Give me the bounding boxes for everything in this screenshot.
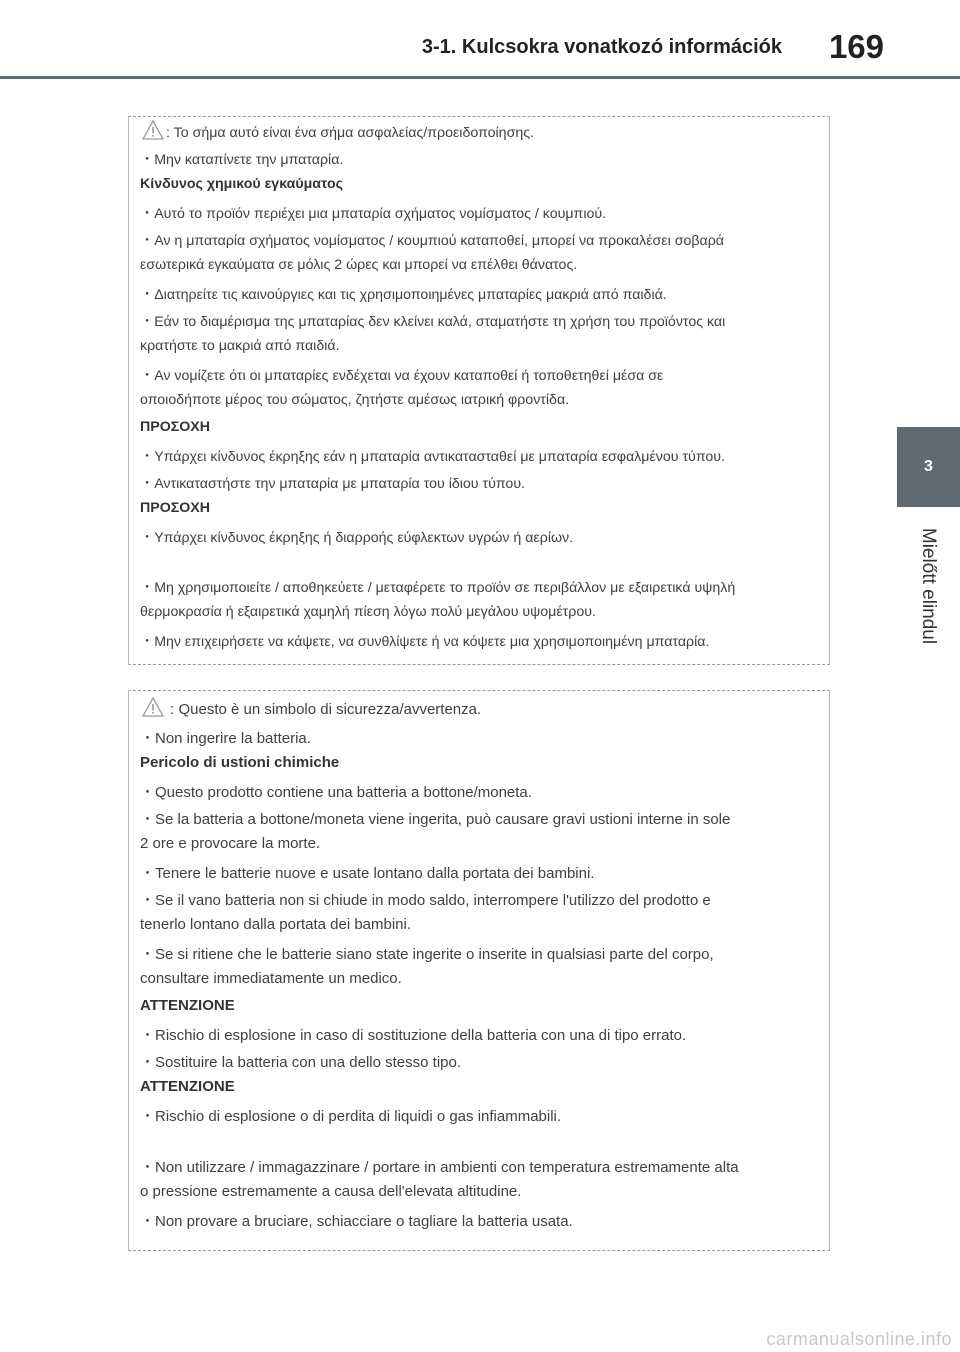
chapter-label: Mielőtt elindul [918, 527, 939, 645]
caution-heading: ATTENZIONE [140, 1078, 235, 1095]
bullet-line: ・Non ingerire la batteria. [140, 730, 311, 747]
page-number: 169 [828, 28, 884, 65]
bullet-line: ・Se la batteria a bottone/moneta viene ingerita, può causare gravi ustioni interne in sole [140, 811, 731, 828]
bullet-line: ・Μην επιχειρήσετε να κάψετε, να συνθλίψετε ή να κόψετε μια χρησιμοποιημένη μπαταρία. [140, 634, 710, 650]
box-border-right [829, 690, 830, 1251]
caution-heading: ATTENZIONE [140, 997, 235, 1014]
section-heading: Κίνδυνος χημικού εγκαύματος [140, 176, 344, 192]
bullet-line: ・Rischio di esplosione in caso di sostituzione della batteria con una di tipo errato. [140, 1027, 687, 1044]
text-line: consultare immediatamente un medico. [140, 970, 402, 987]
italian-warning-box [128, 690, 830, 1251]
box-border-top [128, 690, 830, 691]
chapter-number: 3 [924, 458, 933, 475]
warning-line [142, 120, 534, 144]
text-line: κρατήστε το μακριά από παιδιά. [140, 338, 340, 354]
text-line: εσωτερικά εγκαύματα σε μόλις 2 ώρες και μπορεί να επέλθει θάνατος. [140, 257, 578, 273]
warning-triangle-icon [142, 120, 164, 144]
box-border-bottom [128, 1250, 830, 1251]
bullet-line: ・Διατηρείτε τις καινούργιες και τις χρησιμοποιημένες μπαταρίες μακριά από παιδιά. [140, 287, 667, 303]
section-heading: Pericolo di ustioni chimiche [140, 754, 340, 771]
box-border-left [128, 690, 129, 1251]
bullet-line: ・Se si ritiene che le batterie siano state ingerite o inserite in qualsiasi parte del corpo, [140, 946, 714, 963]
bullet-line: ・Εάν το διαμέρισμα της μπαταρίας δεν κλείνει καλά, σταματήστε τη χρήση του προϊόντος και [140, 314, 726, 330]
bullet-line: ・Αν η μπαταρία σχήματος νομίσματος / κουμπιού καταποθεί, μπορεί να προκαλέσει σοβαρά [140, 233, 724, 249]
bullet-line: ・Αυτό το προϊόν περιέχει μια μπαταρία σχήματος νομίσματος / κουμπιού. [140, 206, 607, 222]
text-line: θερμοκρασία ή εξαιρετικά χαμηλή πίεση λόγω πολύ μεγάλου υψομέτρου. [140, 604, 596, 620]
caution-heading: ΠΡΟΣΟΧΗ [140, 419, 211, 435]
bullet-line: ・Αντικαταστήστε την μπαταρία με μπαταρία του ίδιου τύπου. [140, 476, 526, 492]
bullet-line: ・Questo prodotto contiene una batteria a bottone/moneta. [140, 784, 532, 801]
text-line: o pressione estremamente a causa dell'elevata altitudine. [140, 1183, 522, 1200]
box-border-bottom [128, 664, 830, 665]
bullet-line: ・Υπάρχει κίνδυνος έκρηξης εάν η μπαταρία αντικατασταθεί με μπαταρία εσφαλμένου τύπου. [140, 449, 725, 465]
bullet-line: ・Μη χρησιμοποιείτε / αποθηκεύετε / μεταφέρετε το προϊόν σε περιβάλλον με εξαιρετικά υψηλή [140, 580, 736, 596]
box-border-right [829, 116, 830, 665]
warning-statement: : Το σήμα αυτό είναι ένα σήμα ασφαλείας/προειδοποίησης. [166, 125, 534, 141]
bullet-line: ・Αν νομίζετε ότι οι μπαταρίες ενδέχεται να έχουν καταποθεί ή τοποθετηθεί μέσα σε [140, 368, 664, 384]
bullet-line: ・Υπάρχει κίνδυνος έκρηξης ή διαρροής εύφλεκτων υγρών ή αερίων. [140, 530, 574, 546]
watermark: carmanualsonline.info [766, 1329, 952, 1349]
box-border-top [128, 116, 830, 117]
bullet-line: ・Μην καταπίνετε την μπαταρία. [140, 152, 344, 168]
greek-warning-box [128, 116, 830, 665]
text-line: tenerlo lontano dalla portata dei bambini. [140, 916, 412, 933]
section-title: 3-1. Kulcsokra vonatkozó információk [421, 36, 782, 58]
warning-line [142, 697, 481, 721]
bullet-line: ・Tenere le batterie nuove e usate lontano dalla portata dei bambini. [140, 865, 595, 882]
text-line: οποιοδήποτε μέρος του σώματος, ζητήστε αμέσως ιατρική φροντίδα. [140, 392, 570, 408]
header-rule [0, 76, 960, 79]
bullet-line: ・Se il vano batteria non si chiude in modo saldo, interrompere l'utilizzo del prodotto e [140, 892, 711, 909]
caution-heading: ΠΡΟΣΟΧΗ [140, 500, 211, 516]
text-line: 2 ore e provocare la morte. [140, 835, 321, 852]
warning-triangle-icon [142, 697, 164, 721]
bullet-line: ・Non provare a bruciare, schiacciare o tagliare la batteria usata. [140, 1213, 573, 1230]
bullet-line: ・Rischio di esplosione o di perdita di liquidi o gas infiammabili. [140, 1108, 562, 1125]
bullet-line: ・Non utilizzare / immagazzinare / portare in ambienti con temperatura estremamente alta [140, 1159, 739, 1176]
box-border-left [128, 116, 129, 665]
bullet-line: ・Sostituire la batteria con una dello stesso tipo. [140, 1054, 462, 1071]
chapter-tab[interactable] [897, 427, 960, 507]
warning-statement: : Questo è un simbolo di sicurezza/avvertenza. [170, 701, 482, 718]
